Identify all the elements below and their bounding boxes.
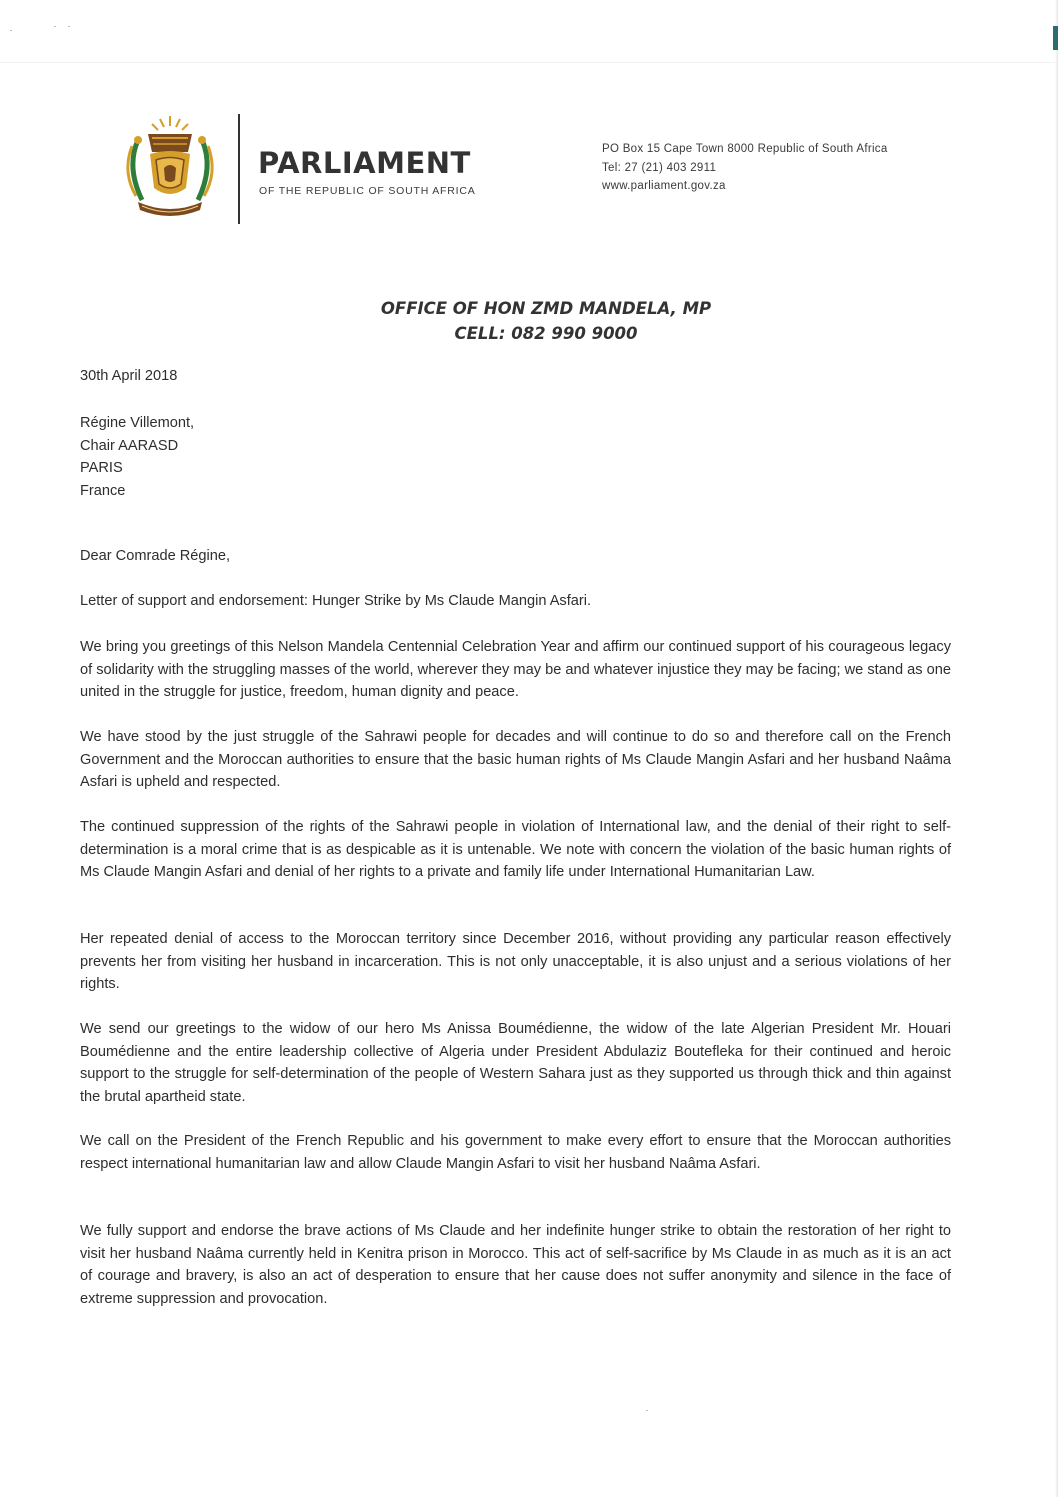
body-paragraph: We send our greetings to the widow of our hero Ms Anissa Boumédienne, the widow of the late Algerian President Mr. Houari Boumédienne and the entire leadership collective of Algeria under President Abdulaziz Boutefleka for their continued and heroic support to the struggle for self-determination of the people of Western Sahara just as they supported us through thick and thin against the brutal apartheid state. bbox=[80, 1021, 951, 1105]
letter-date: 30th April 2018 bbox=[80, 368, 178, 384]
coat-of-arms-icon bbox=[120, 112, 220, 222]
office-heading bbox=[0, 296, 1058, 346]
recipient-name: Régine Villemont, bbox=[80, 415, 195, 431]
scan-speck bbox=[68, 26, 70, 27]
scan-speck bbox=[54, 26, 56, 27]
letterhead-divider bbox=[238, 114, 240, 224]
office-cell: CELL: 082 990 9000 bbox=[454, 324, 638, 343]
body-paragraph: We have stood by the just struggle of the Sahrawi people for decades and will continue to do so and therefore call on the French Government and the Moroccan authorities to ensure that the basic human rights of Ms Claude Mangin Asfari and her husband Naâma Asfari is upheld and respected. bbox=[80, 729, 951, 790]
recipient-address bbox=[80, 412, 951, 502]
subject-line: Letter of support and endorsement: Hunger Strike by Ms Claude Mangin Asfari. bbox=[80, 593, 592, 609]
scan-speck bbox=[646, 1410, 648, 1411]
recipient-city: PARIS bbox=[80, 460, 123, 476]
body-paragraph: The continued suppression of the rights of the Sahrawi people in violation of International law, and the denial of their right to self-determination is a moral crime that is as despicable as it is untenable. We note with concern the violation of the basic human rights of Ms Claude Mangin Asfari and denial of her rights to a private and family life under International Humanitarian Law. bbox=[80, 819, 951, 880]
telephone: Tel: 27 (21) 403 2911 bbox=[602, 161, 717, 174]
body-paragraph: We fully support and endorse the brave actions of Ms Claude and her indefinite hunger strike to obtain the restoration of her right to visit her husband Naâma currently held in Kenitra prison in Morocco. This act of self-sacrifice by Ms Claude in as much as it is an act of courage and bravery, is also an act of desperation to ensure that her cause does not suffer anonymity and silence in the face of extreme suppression and provocation. bbox=[80, 1223, 951, 1307]
parliament-name: PARLIAMENT bbox=[258, 146, 471, 180]
scan-speck bbox=[10, 30, 12, 31]
letterhead bbox=[120, 112, 950, 230]
body-paragraph: We bring you greetings of this Nelson Mandela Centennial Celebration Year and affirm our continued support of his courageous legacy of solidarity with the struggling masses of the world, wherever they may be and whatever injustice they may be facing; we stand as one united in the struggle for justice, freedom, human dignity and peace. bbox=[80, 639, 951, 700]
contact-block bbox=[602, 140, 888, 196]
recipient-country: France bbox=[80, 482, 126, 499]
salutation: Dear Comrade Régine, bbox=[80, 548, 231, 564]
scan-artifact-line bbox=[0, 62, 1058, 63]
office-title: OFFICE OF HON ZMD MANDELA, MP bbox=[380, 299, 712, 318]
parliament-subtitle: OF THE REPUBLIC OF SOUTH AFRICA bbox=[259, 185, 476, 197]
body-paragraph: We call on the President of the French Republic and his government to make every effort to ensure that the Moroccan authorities respect international humanitarian law and allow Claude Mangin Asfari to visit her husband Naâma Asfari. bbox=[80, 1133, 951, 1172]
scan-edge-mark bbox=[1053, 26, 1058, 50]
postal-address: PO Box 15 Cape Town 8000 Republic of South Africa bbox=[602, 143, 888, 155]
body-paragraph: Her repeated denial of access to the Moroccan territory since December 2016, without providing any particular reason effectively prevents her from visiting her husband in incarceration. This is not only unacceptable, it is also unjust and a serious violations of her rights. bbox=[80, 931, 951, 992]
recipient-title: Chair AARASD bbox=[80, 437, 179, 454]
website-link[interactable]: www.parliament.gov.za bbox=[602, 180, 726, 192]
